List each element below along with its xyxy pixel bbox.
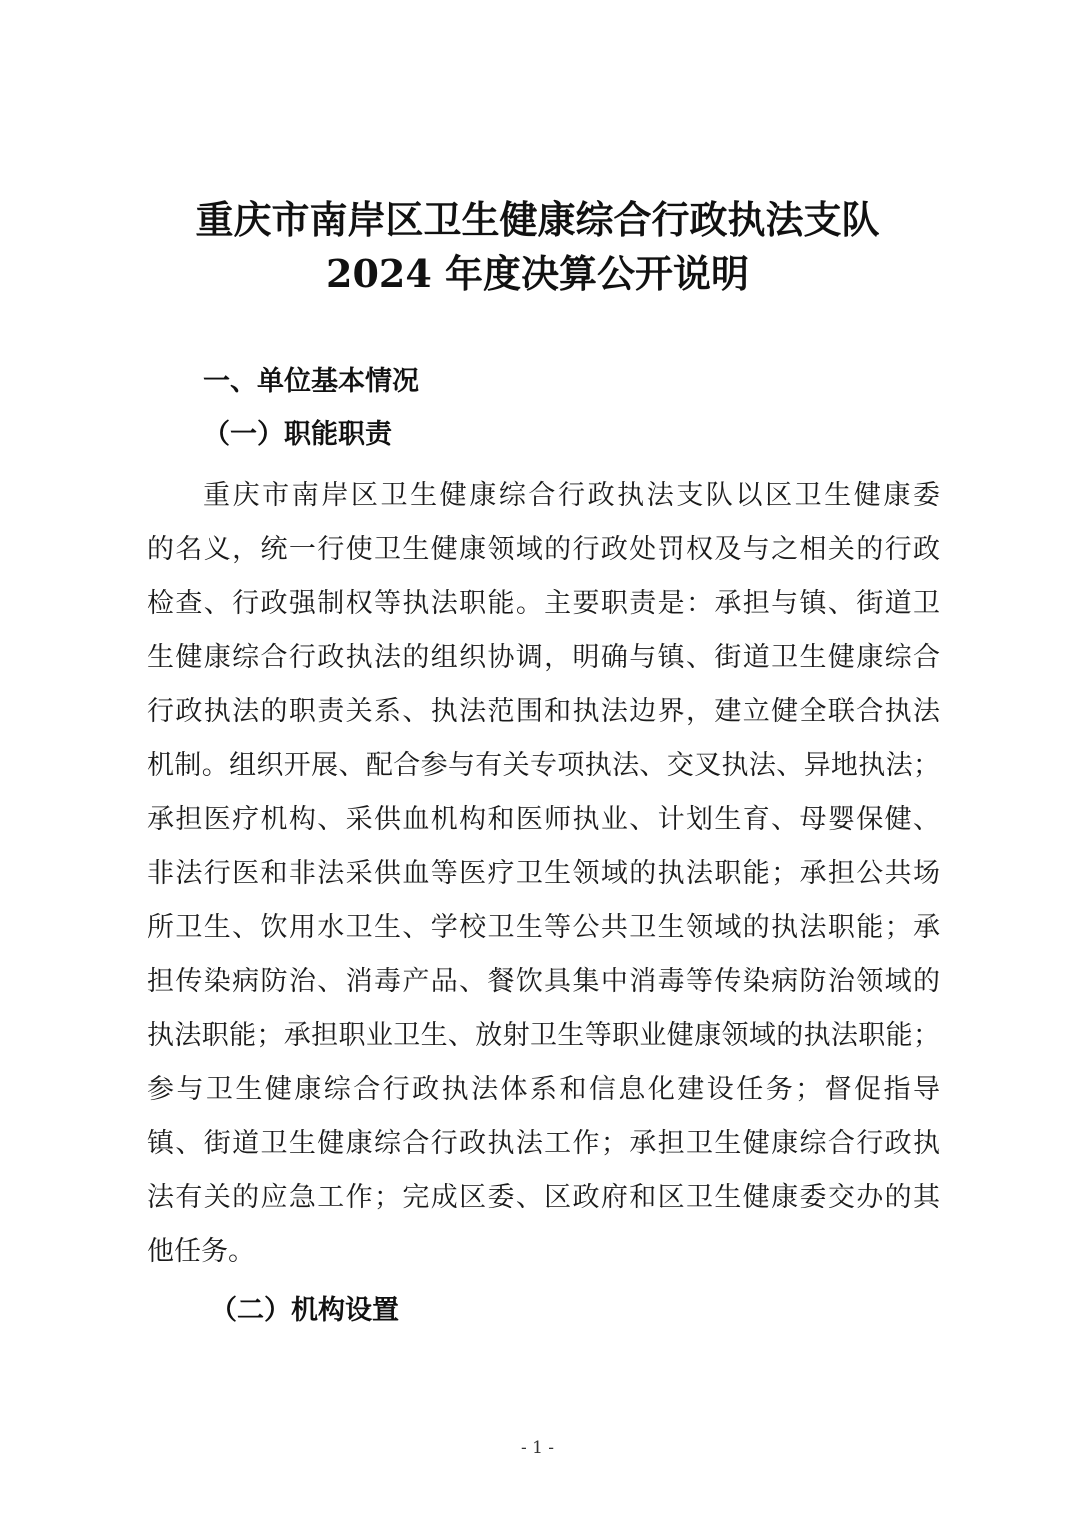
section-heading-basic-info: 一、单位基本情况: [203, 366, 419, 397]
paragraph-line: 非法行医和非法采供血等医疗卫生领域的执法职能；承担公共场: [147, 858, 940, 889]
paragraph-line: 生健康综合行政执法的组织协调，明确与镇、街道卫生健康综合: [147, 642, 940, 673]
paragraph-line: 参与卫生健康综合行政执法体系和信息化建设任务；督促指导: [147, 1074, 940, 1105]
paragraph-line: 担传染病防治、消毒产品、餐饮具集中消毒等传染病防治领域的: [147, 966, 940, 997]
subsection-heading-organization: （二）机构设置: [210, 1295, 399, 1326]
paragraph-line: 的名义，统一行使卫生健康领域的行政处罚权及与之相关的行政: [147, 534, 940, 565]
paragraph-line: 所卫生、饮用水卫生、学校卫生等公共卫生领域的执法职能；承: [147, 912, 940, 943]
paragraph-line: 镇、街道卫生健康综合行政执法工作；承担卫生健康综合行政执: [147, 1128, 940, 1159]
paragraph-line: 承担医疗机构、采供血机构和医师执业、计划生育、母婴保健、: [147, 804, 940, 835]
paragraph-line: 执法职能；承担职业卫生、放射卫生等职业健康领域的执法职能；: [147, 1020, 940, 1051]
paragraph-line: 他任务。: [147, 1236, 255, 1267]
paragraph-line: 机制。组织开展、配合参与有关专项执法、交叉执法、异地执法；: [147, 750, 940, 781]
document-title-line1: 重庆市南岸区卫生健康综合行政执法支队: [195, 197, 880, 242]
paragraph-line: 行政执法的职责关系、执法范围和执法边界，建立健全联合执法: [147, 696, 940, 727]
document-title-line2: 2024 年度决算公开说明: [326, 251, 749, 296]
paragraph-line: 重庆市南岸区卫生健康综合行政执法支队以区卫生健康委: [203, 480, 940, 511]
page-number: - 1 -: [520, 1438, 555, 1458]
paragraph-line: 法有关的应急工作；完成区委、区政府和区卫生健康委交办的其: [147, 1182, 940, 1213]
subsection-heading-functions: （一）职能职责: [203, 419, 392, 450]
paragraph-line: 检查、行政强制权等执法职能。主要职责是：承担与镇、街道卫: [147, 588, 940, 619]
